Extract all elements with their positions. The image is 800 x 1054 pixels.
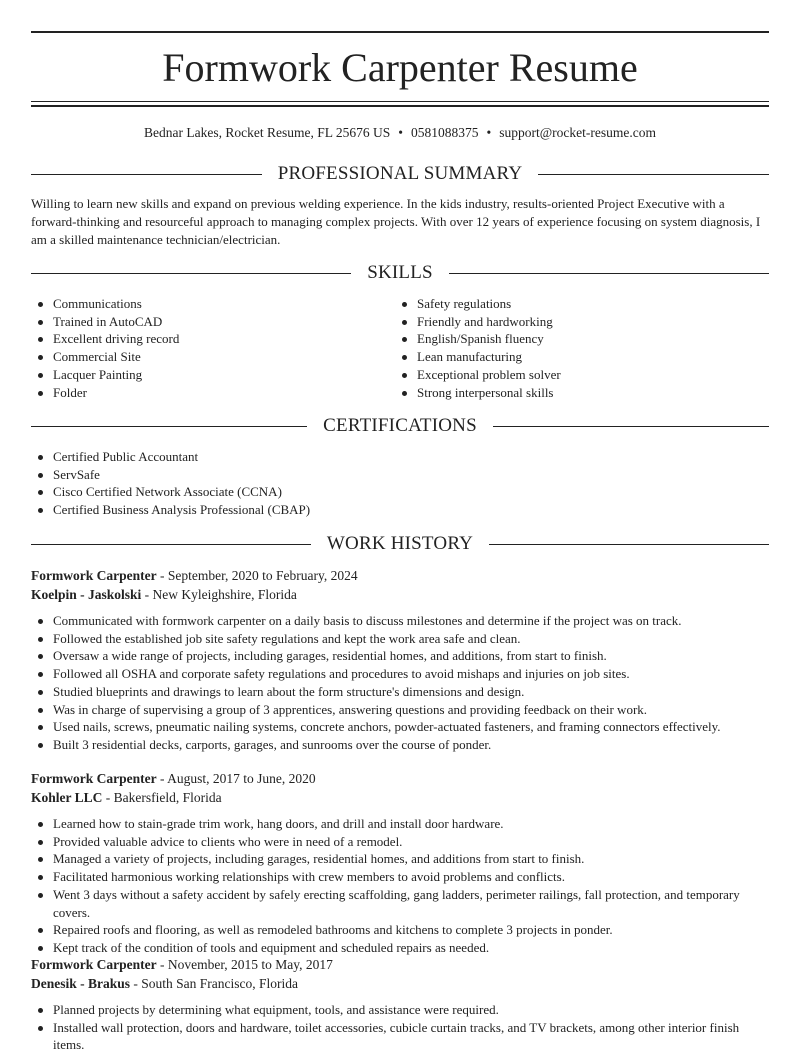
divider — [489, 544, 769, 545]
job-company-line — [31, 788, 769, 807]
job-bullet: Provided valuable advice to clients who were in need of a remodel. — [31, 833, 769, 851]
skill-item: Folder — [31, 384, 391, 402]
contact-line — [31, 123, 769, 143]
job-bullet: Used nails, screws, pneumatic nailing systems, concrete anchors, powder-actuated fasteners, and framing connectors effectively. — [31, 718, 769, 736]
skill-item: Lean manufacturing — [395, 348, 755, 366]
skill-item: Commercial Site — [31, 348, 391, 366]
job-company-line — [31, 974, 769, 993]
skill-item: English/Spanish fluency — [395, 330, 755, 348]
top-rule — [31, 31, 769, 33]
skills-left-column — [31, 295, 391, 401]
job-dates: - September, 2020 to February, 2024 — [156, 568, 358, 583]
job-title-line — [31, 955, 769, 974]
contact-email: support@rocket-resume.com — [499, 125, 656, 140]
job-bullets — [31, 612, 769, 754]
section-heading-summary — [31, 162, 769, 186]
divider — [31, 544, 311, 545]
skill-item: Trained in AutoCAD — [31, 313, 391, 331]
job-bullet: Was in charge of supervising a group of 3 apprentices, answering questions and providing feedback on their work. — [31, 701, 769, 719]
job-bullet: Installed wall protection, doors and hardware, toilet accessories, cubicle curtain tracks, and TV brackets, among other interior finish items. — [31, 1019, 769, 1054]
section-heading-certifications — [31, 414, 769, 438]
certifications-list — [31, 448, 769, 519]
bullet-separator: • — [398, 125, 403, 140]
divider — [449, 273, 769, 274]
job-title: Formwork Carpenter — [31, 771, 157, 786]
divider — [538, 174, 769, 175]
skill-item: Friendly and hardworking — [395, 313, 755, 331]
job-bullets — [31, 1001, 769, 1054]
double-rule-thin — [31, 101, 769, 102]
skill-item: Lacquer Painting — [31, 366, 391, 384]
job-bullet: Oversaw a wide range of projects, including garages, residential homes, and additions, from start to finish. — [31, 647, 769, 665]
job-entry — [31, 566, 769, 754]
certifications-block — [31, 448, 769, 519]
divider — [31, 273, 351, 274]
section-title: WORK HISTORY — [326, 533, 474, 554]
skills-list-right — [395, 295, 755, 401]
skill-item: Exceptional problem solver — [395, 366, 755, 384]
section-title: CERTIFICATIONS — [323, 415, 477, 436]
job-bullet: Went 3 days without a safety accident by safely erecting scaffolding, gang ladders, perimeter railings, fall protection, and temporary covers. — [31, 886, 769, 921]
certification-item: Cisco Certified Network Associate (CCNA) — [31, 483, 769, 501]
job-dates: - August, 2017 to June, 2020 — [156, 771, 316, 786]
job-company: Denesik - Brakus — [31, 976, 131, 991]
certification-item: Certified Business Analysis Professional (CBAP) — [31, 501, 769, 519]
skills-list-left — [31, 295, 391, 401]
skills-right-column — [395, 295, 755, 401]
job-title-line — [31, 769, 769, 788]
skill-item: Excellent driving record — [31, 330, 391, 348]
job-bullet: Kept track of the condition of tools and equipment and scheduled repairs as needed. — [31, 939, 769, 957]
job-bullet: Planned projects by determining what equipment, tools, and assistance were required. — [31, 1001, 769, 1019]
certification-item: Certified Public Accountant — [31, 448, 769, 466]
job-bullet: Followed all OSHA and corporate safety regulations and procedures to avoid mishaps and injuries on job sites. — [31, 665, 769, 683]
job-bullet: Repaired roofs and flooring, as well as remodeled bathrooms and kitchens to complete 3 projects in ponder. — [31, 921, 769, 939]
job-dates: - November, 2015 to May, 2017 — [156, 957, 333, 972]
skill-item: Strong interpersonal skills — [395, 384, 755, 402]
skill-item: Safety regulations — [395, 295, 755, 313]
section-title: PROFESSIONAL SUMMARY — [277, 163, 523, 184]
section-title: SKILLS — [367, 262, 433, 283]
divider — [31, 426, 307, 427]
certification-item: ServSafe — [31, 466, 769, 484]
job-bullet: Communicated with formwork carpenter on a daily basis to discuss milestones and determine if the project was on track. — [31, 612, 769, 630]
bullet-separator: • — [486, 125, 492, 140]
job-title: Formwork Carpenter — [31, 957, 157, 972]
job-company-line — [31, 585, 769, 604]
job-title-line — [31, 566, 769, 585]
resume-title: Formwork Carpenter Resume — [162, 45, 638, 90]
section-heading-skills — [31, 261, 769, 285]
job-title: Formwork Carpenter — [31, 568, 157, 583]
job-bullet: Studied blueprints and drawings to learn about the form structure's dimensions and design. — [31, 683, 769, 701]
contact-phone: 0581088375 — [410, 125, 479, 140]
summary-text: Willing to learn new skills and expand on previous welding experience. In the kids industry, results-oriented Project Executive with a forward-thinking and resourceful approach to managing complex projects. With over 12 years of experience focusing on system diagnosis, I am a skilled maintenance technician/electrician. — [31, 196, 761, 247]
job-bullet: Followed the established job site safety regulations and kept the work area safe and clean. — [31, 630, 769, 648]
job-bullets — [31, 815, 769, 957]
job-bullet: Learned how to stain-grade trim work, hang doors, and drill and install door hardware. — [31, 815, 769, 833]
job-bullet: Built 3 residential decks, carports, garages, and sunrooms over the course of ponder. — [31, 736, 769, 754]
contact-address: Bednar Lakes, Rocket Resume, FL 25676 US — [144, 125, 391, 140]
job-location: - South San Francisco, Florida — [130, 976, 299, 991]
job-company: Kohler LLC — [31, 790, 103, 805]
divider — [31, 174, 262, 175]
section-heading-work-history — [31, 532, 769, 556]
job-company: Koelpin - Jaskolski — [31, 587, 142, 602]
job-bullet: Facilitated harmonious working relationships with crew members to avoid problems and conflicts. — [31, 868, 769, 886]
skill-item: Communications — [31, 295, 391, 313]
job-entry — [31, 955, 769, 1054]
job-bullet: Managed a variety of projects, including garages, residential homes, and additions from start to finish. — [31, 850, 769, 868]
double-rule-thick — [31, 105, 769, 107]
job-location: - New Kyleighshire, Florida — [141, 587, 297, 602]
job-entry — [31, 769, 769, 957]
job-location: - Bakersfield, Florida — [102, 790, 222, 805]
divider — [493, 426, 769, 427]
